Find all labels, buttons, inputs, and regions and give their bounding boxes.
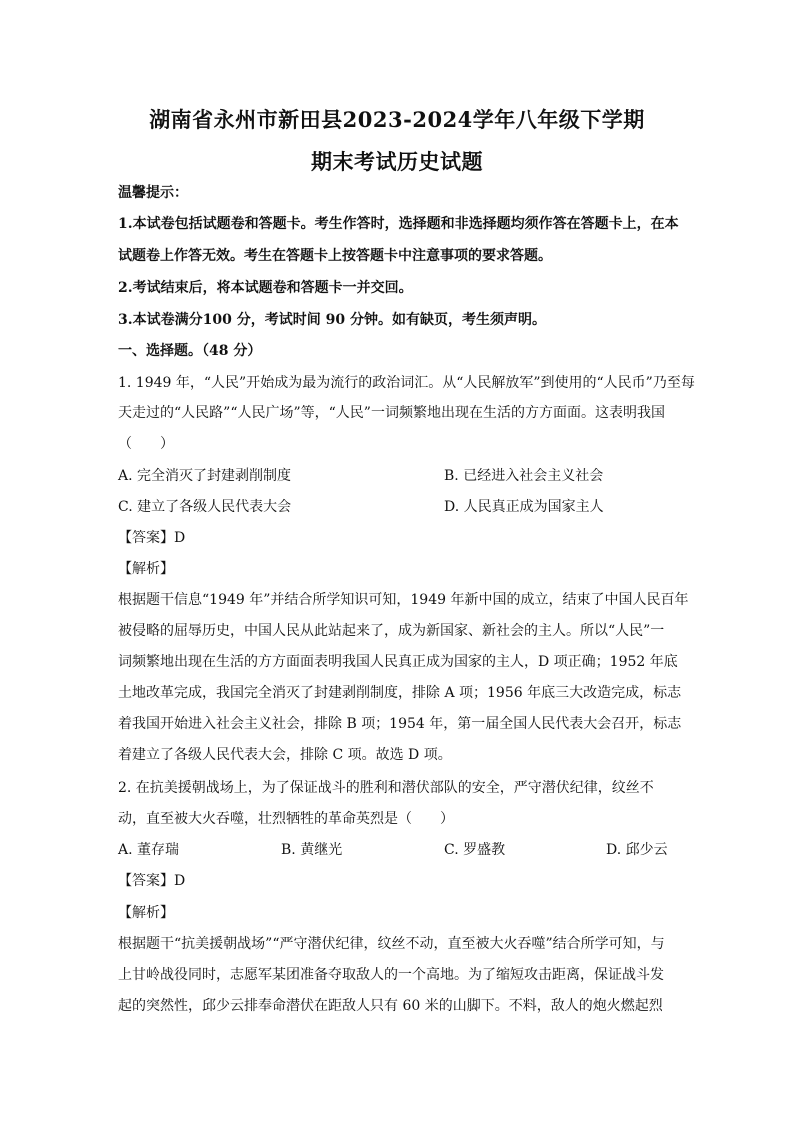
notice-line-2: 2.考试结束后，将本试题卷和答题卡一并交回。 (118, 280, 413, 296)
q2-stem-line2: 动，直至被大火吞噬，壮烈牺牲的革命英烈是（ ） (118, 811, 454, 827)
notice-heading: 温馨提示： (118, 185, 188, 201)
q2-option-d: D. 邱少云 (606, 842, 668, 858)
q1-analysis-line5: 着我国开始进入社会主义社会，排除 B 项；1954 年，第一届全国人民代表大会召开，标志 (118, 716, 682, 732)
document-title-line1: 湖南省永州市新田县2023-2024学年八年级下学期 (149, 107, 645, 132)
q1-option-b: B. 已经进入社会主义社会 (444, 468, 604, 484)
q1-analysis-line3: 词频繁地出现在生活的方方面面表明我国人民真正成为国家的主人，D 项正确；1952 年底 (118, 654, 678, 670)
q1-analysis-line6: 着建立了各级人民代表大会，排除 C 项。故选 D 项。 (118, 747, 452, 763)
q2-analysis-line2: 上甘岭战役同时，志愿军某团准备夺取敌人的一个高地。为了缩短攻击距离，保证战斗发 (118, 967, 664, 983)
q1-analysis-line4: 土地改革完成，我国完全消灭了封建剥削制度，排除 A 项；1956 年底三大改造完成，标志 (118, 685, 682, 701)
q2-answer: 【答案】D (118, 873, 186, 889)
q1-option-a: A. 完全消灭了封建剥削制度 (118, 468, 292, 484)
document-title-line2: 期末考试历史试题 (311, 149, 483, 174)
q2-stem-line1: 2. 在抗美援朝战场上，为了保证战斗的胜利和潜伏部队的安全，严守潜伏纪律，纹丝不 (118, 780, 654, 796)
notice-line-3: 3.本试卷满分100 分，考试时间 90 分钟。如有缺页，考生须声明。 (118, 312, 546, 328)
q1-analysis-line2: 被侵略的屈辱历史，中国人民从此站起来了，成为新国家、新社会的主人。所以“人民”一 (118, 623, 665, 639)
notice-line-1b: 试题卷上作答无效。考生在答题卡上按答题卡中注意事项的要求答题。 (118, 248, 552, 264)
q1-option-c: C. 建立了各级人民代表大会 (118, 499, 292, 515)
q1-analysis-line1: 根据题干信息“1949 年”并结合所学知识可知，1949 年新中国的成立，结束了中国人民百年 (118, 592, 689, 608)
q2-analysis-line1: 根据题干“抗美援朝战场”“严守潜伏纪律，纹丝不动，直至被大火吞噬”结合所学可知，与 (118, 936, 665, 952)
q2-analysis-line3: 起的突然性，邱少云排奉命潜伏在距敌人只有 60 米的山脚下。不料，敌人的炮火燃起烈 (118, 998, 663, 1014)
q1-stem-line3: （ ） (118, 436, 174, 452)
q1-option-d: D. 人民真正成为国家主人 (444, 499, 604, 515)
notice-line-1a: 1.本试卷包括试题卷和答题卡。考生作答时，选择题和非选择题均须作答在答题卡上，在本 (118, 216, 679, 232)
q1-analysis-label: 【解析】 (118, 561, 174, 577)
section-heading: 一、选择题。（48 分） (118, 343, 262, 359)
q1-stem-line1: 1. 1949 年，“人民”开始成为最为流行的政治词汇。从“人民解放军”到使用的“人民币”乃至每 (118, 375, 695, 391)
q2-analysis-label: 【解析】 (118, 905, 174, 921)
q2-option-c: C. 罗盛教 (444, 842, 506, 858)
q1-stem-line2: 天走过的“人民路”“人民广场”等，“人民”一词频繁地出现在生活的方方面面。这表明我国 (118, 405, 665, 421)
q2-option-b: B. 黄继光 (281, 842, 343, 858)
q2-option-a: A. 董存瑞 (118, 842, 180, 858)
q1-answer: 【答案】D (118, 530, 186, 546)
